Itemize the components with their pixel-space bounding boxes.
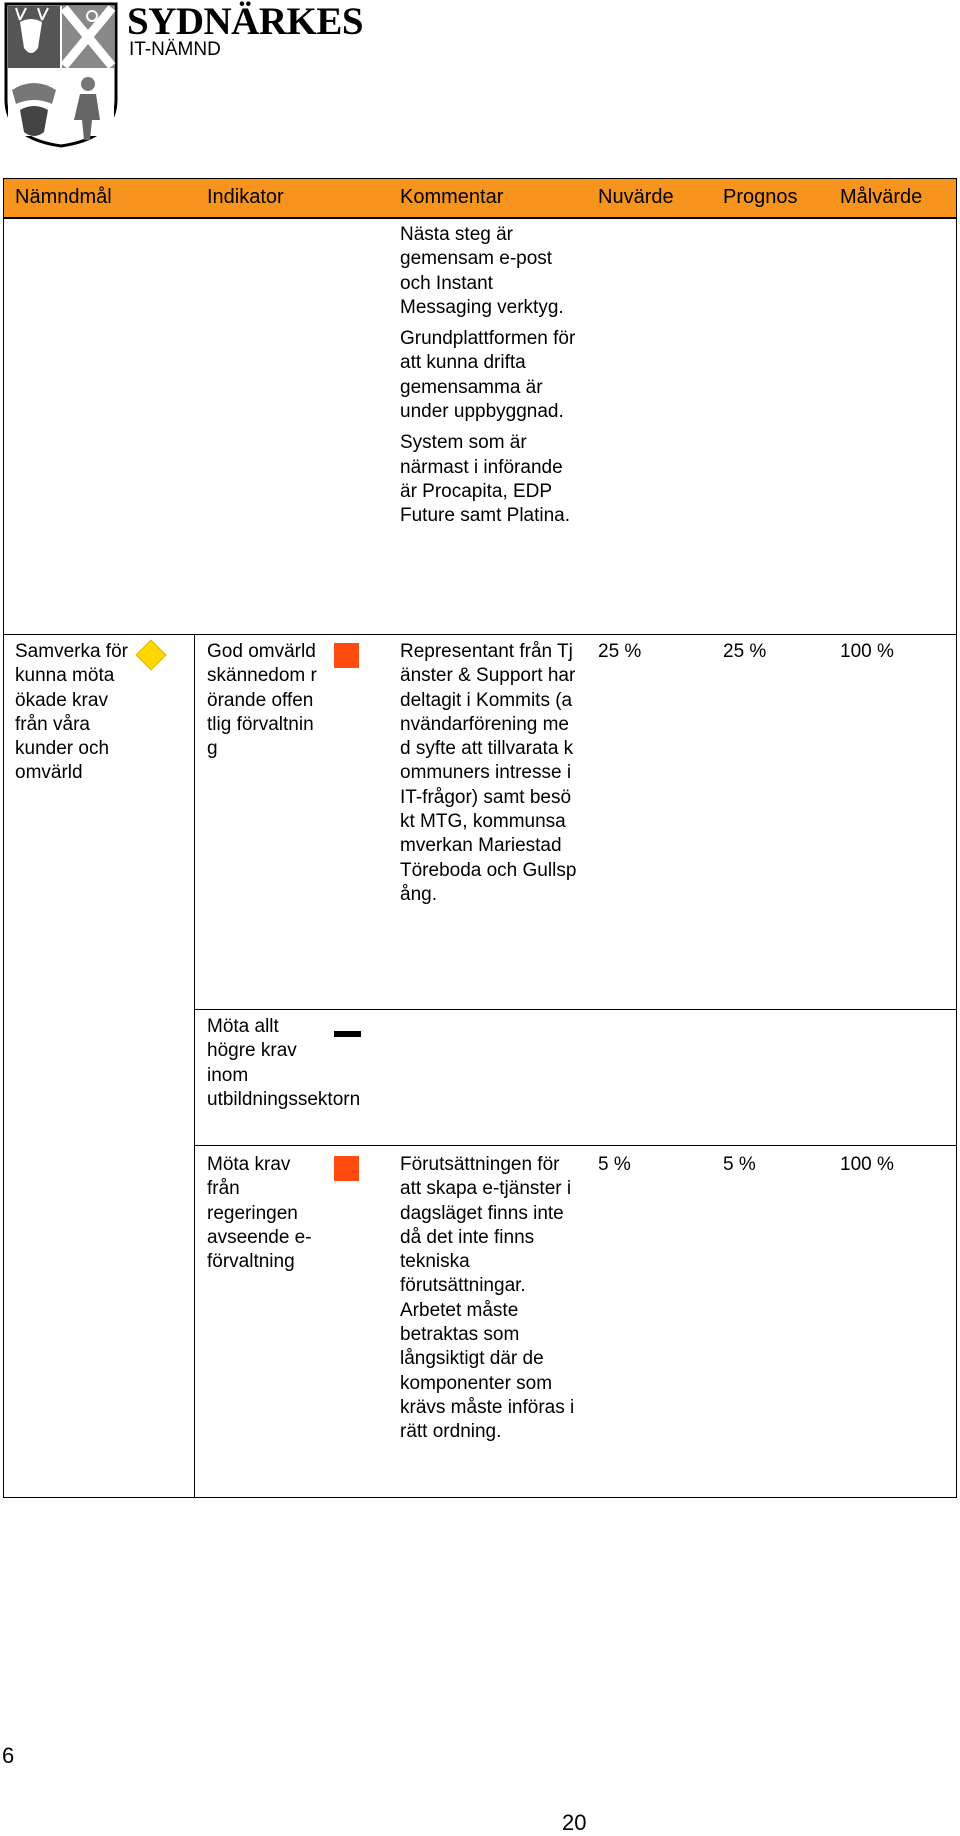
indicator-comment: Representant från Tjänster & Support har deltagit i Kommits (användarförening med syfte att tillvarata kommuners intresse i IT-frågor) samt besökt MTG, kommunsamverkan Mariestad Töreboda och Gullspång. [400,641,577,905]
table-header [4,179,956,219]
row-divider [4,634,956,635]
current-value: 5 % [598,1154,631,1175]
comment-paragraph: Grundplattformen för att kunna drifta gemensamma är under uppbyggnad. [400,328,576,423]
col-header-target: Målvärde [840,186,923,208]
status-yellow-diamond-icon [135,639,166,670]
comment-paragraph: Nästa steg är gemensam e-post och Instant Messaging verktyg. [400,224,564,318]
goals-table [3,178,957,1498]
col-header-indicator: Indikator [207,186,284,208]
col-header-goal: Nämndmål [15,186,112,208]
coat-of-arms-logo [2,0,120,148]
comment-paragraph: System som är närmast i införande är Procapita, EDP Future samt Platina. [400,432,571,527]
status-red-square-icon [334,1156,359,1181]
column-divider [194,634,195,1497]
indicator-comment: Förutsättningen för att skapa e-tjänster i dagsläget finns inte då det inte finns tekniska förutsättningar. Arbetet måste betraktas som långsiktigt där de komponenter som krävs måste införas i rätt ordning. [400,1154,575,1443]
continued-comment [400,223,580,529]
col-header-comment: Kommentar [400,186,504,208]
indicator-name: God omvärldskännedom rörande offentlig förvaltning [207,641,317,760]
page-number: 20 [562,1810,587,1835]
col-header-current: Nuvärde [598,186,674,208]
current-value: 25 % [598,641,642,662]
forecast-value: 5 % [723,1154,756,1175]
status-dash-icon [334,1031,361,1037]
indicator-name: Möta allt högre krav inom utbildningssektorn [207,1016,361,1110]
col-header-forecast: Prognos [723,186,798,208]
section-page-number: 6 [2,1743,15,1768]
indicator-name: Möta krav från regeringen avseende e-förvaltning [207,1154,312,1273]
target-value: 100 % [840,641,894,662]
goal-name: Samverka för kunna möta ökade krav från våra kunder och omvärld [15,641,128,784]
status-red-square-icon [334,643,359,668]
forecast-value: 25 % [723,641,767,662]
brand-subtitle: IT-NÄMND [129,39,221,60]
row-divider [194,1145,956,1146]
row-divider [194,1009,956,1010]
target-value: 100 % [840,1154,894,1175]
brand-title: SYDNÄRKES [127,0,364,43]
